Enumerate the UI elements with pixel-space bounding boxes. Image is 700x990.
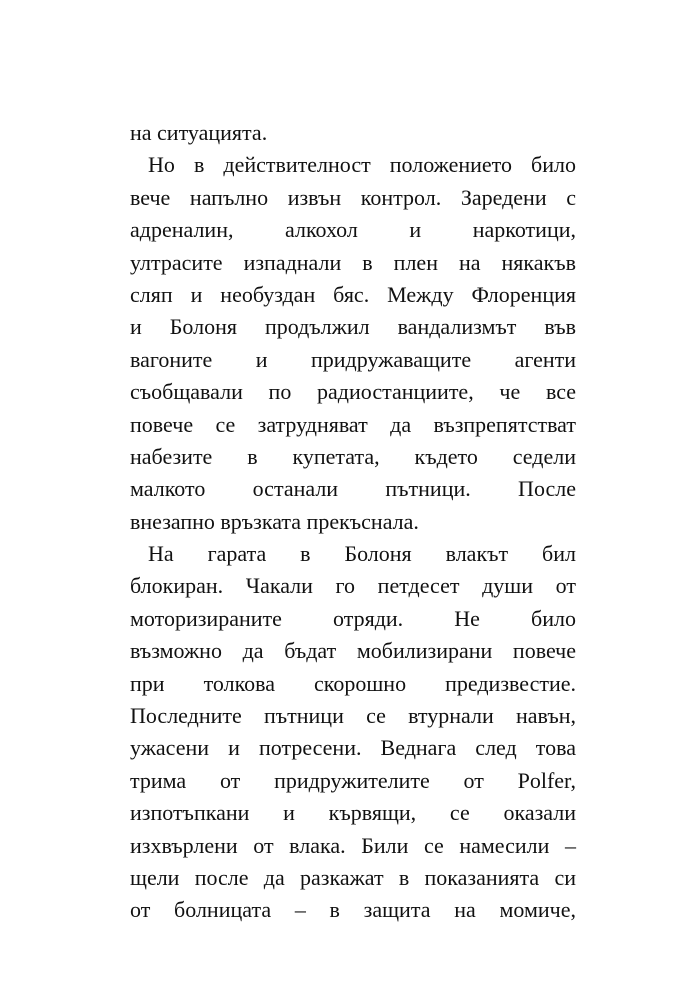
text-line: и Болоня продължил вандализмът във [130, 314, 576, 340]
text-line: трима от придружителите от Polfer, [130, 767, 576, 793]
text-line: вагоните и придружаващите агенти [130, 346, 576, 372]
text-line: Но в действителност положението било [148, 152, 576, 178]
text-line: съобщавали по радиостанциите, че все [130, 379, 576, 405]
text-line: сляп и необуздан бяс. Между Флоренция [130, 281, 576, 307]
text-line: ужасени и потресени. Веднага след това [130, 735, 576, 761]
text-line: вече напълно извън контрол. Заредени с [130, 184, 576, 210]
text-line: На гарата в Болоня влакът бил [148, 541, 576, 567]
text-line: повече се затрудняват да възпрепятстват [130, 411, 576, 437]
text-line: внезапно връзката прекъснала. [130, 508, 419, 534]
text-line: блокиран. Чакали го петдесет души от [130, 573, 576, 599]
text-line: набезите в купетата, където седели [130, 443, 576, 469]
text-line: щели после да разкажат в показанията си [130, 864, 576, 890]
text-line: малкото останали пътници. После [130, 476, 576, 502]
text-line: изхвърлени от влака. Били се намесили – [130, 832, 576, 858]
text-line: от болницата – в защита на момиче, [130, 897, 576, 923]
body-text [130, 117, 576, 927]
text-line: Последните пътници се втурнали навън, [130, 703, 576, 729]
text-line: изпотъпкани и кървящи, се оказали [130, 800, 576, 826]
text-line: на ситуацията. [130, 120, 268, 145]
text-line: адреналин, алкохол и наркотици, [130, 217, 576, 243]
text-line: възможно да бъдат мобилизирани повече [130, 638, 576, 664]
text-line: ултрасите изпаднали в плен на някакъв [130, 249, 576, 275]
text-line: при толкова скорошно предизвестие. [130, 670, 576, 696]
text-line: моторизираните отряди. Не било [130, 605, 576, 631]
